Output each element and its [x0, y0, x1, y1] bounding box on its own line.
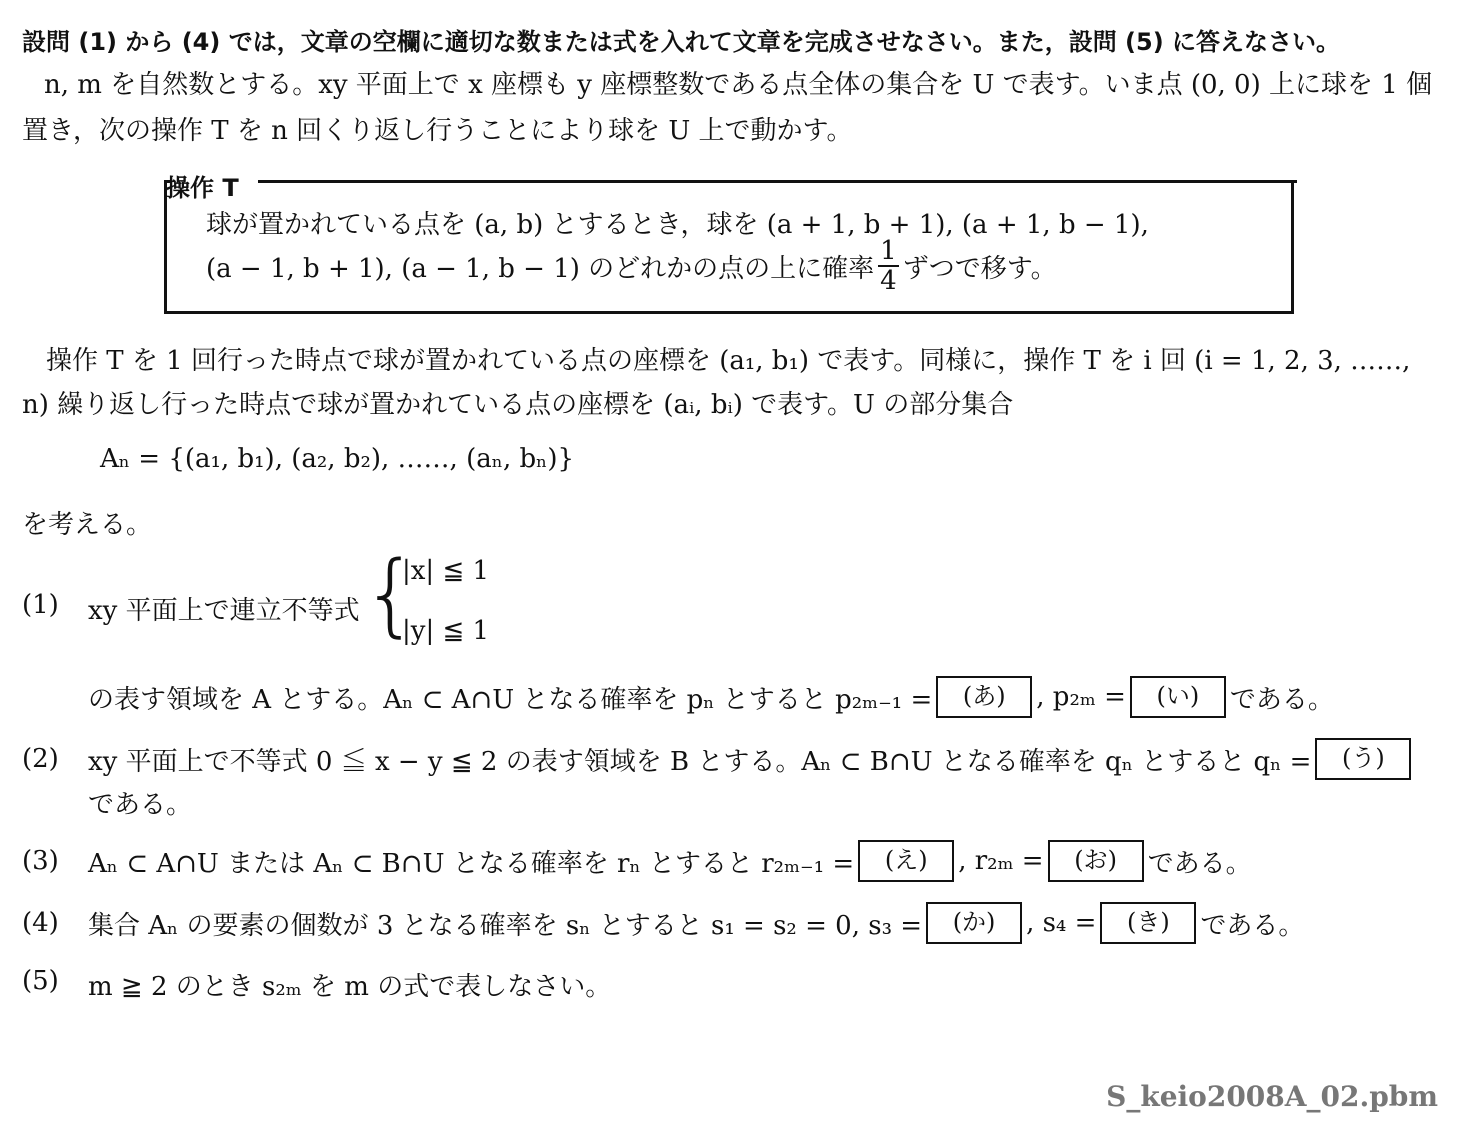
answer-box-ki: (き)	[1100, 902, 1196, 944]
fraction-denominator: 4	[880, 266, 897, 296]
instructions: 設問 (1) から (4) では，文章の空欄に適切な数または式を入れて文章を完成させなさい。また，設問 (5) に答えなさい。	[22, 28, 1341, 56]
q3-text-b: , r₂ₘ =	[958, 846, 1044, 876]
q2-text-b: である。	[88, 790, 193, 820]
q3-line	[88, 840, 1252, 882]
q3-text-c: である。	[1147, 848, 1252, 879]
answer-box-e: (え)	[858, 840, 954, 882]
q2-text-a: xy 平面上で不等式 0 ≦ x − y ≦ 2 の表す領域を B とする。Aₙ ⊂ B∩U となる確率を qₙ とすると qₙ =	[88, 746, 1312, 777]
q4-text-c: である。	[1200, 910, 1305, 941]
system-brace: {	[362, 542, 420, 647]
q3-number: (3)	[22, 846, 59, 876]
q3-text-a: Aₙ ⊂ A∩U または Aₙ ⊂ B∩U となる確率を rₙ とすると r₂ₘ₋₁ =	[88, 848, 855, 879]
intro-line-1: n, m を自然数とする。xy 平面上で x 座標も y 座標整数である点全体の集合を U で表す。いま点 (0, 0) 上に球を 1 個	[44, 70, 1433, 100]
q4-number: (4)	[22, 908, 59, 938]
probability-fraction	[878, 237, 899, 295]
answer-box-o: (お)	[1048, 840, 1144, 882]
q1-lead: xy 平面上で連立不等式	[88, 596, 360, 626]
fraction-numerator: 1	[880, 236, 897, 266]
file-label: S_keio2008A_02.pbm	[1106, 1080, 1438, 1113]
q1-inequality-2: |y| ≦ 1	[402, 616, 490, 646]
q4-text-a: 集合 Aₙ の要素の個数が 3 となる確率を sₙ とすると s₁ = s₂ = 0, s₃ =	[88, 910, 923, 941]
q1-text-a: の表す領域を A とする。Aₙ ⊂ A∩U となる確率を pₙ とすると p₂ₘ₋₁ =	[88, 684, 933, 715]
operation-line-2-after: ずつで移す。	[902, 253, 1057, 284]
answer-box-i: (い)	[1130, 676, 1226, 718]
set-definition: Aₙ = {(a₁, b₁), (a₂, b₂), ……, (aₙ, bₙ)}	[100, 444, 575, 474]
answer-box-u: (う)	[1315, 738, 1411, 780]
operation-line-1: 球が置かれている点を (a, b) とするとき，球を (a + 1, b + 1), (a + 1, b − 1),	[206, 210, 1149, 240]
q5-number: (5)	[22, 966, 59, 996]
operation-title: 操作 T	[166, 174, 239, 202]
consider-text: を考える。	[22, 510, 153, 540]
q4-text-b: , s₄ =	[1026, 908, 1097, 938]
operation-line-2-before: (a − 1, b + 1), (a − 1, b − 1) のどれかの点の上に確率	[206, 253, 875, 284]
answer-box-a: (あ)	[936, 676, 1032, 718]
q2-number: (2)	[22, 744, 59, 774]
operation-line-2	[206, 238, 1057, 294]
q1-inequality-1: |x| ≦ 1	[402, 556, 490, 586]
intro-line-2: 置き，次の操作 T を n 回くり返し行うことにより球を U 上で動かす。	[22, 116, 853, 146]
answer-box-ka: (か)	[926, 902, 1022, 944]
q1-number: (1)	[22, 590, 59, 620]
q1-text-b: , p₂ₘ =	[1036, 682, 1126, 712]
q1-text-c: である。	[1229, 684, 1334, 715]
q5-text: m ≧ 2 のとき s₂ₘ を m の式で表しなさい。	[88, 972, 612, 1002]
q2-line	[88, 738, 1415, 780]
para2-line-2: n) 繰り返し行った時点で球が置かれている点の座標を (aᵢ, bᵢ) で表す。U の部分集合	[22, 390, 1014, 420]
q4-line	[88, 902, 1304, 944]
para2-line-1: 操作 T を 1 回行った時点で球が置かれている点の座標を (a₁, b₁) で表す。同様に，操作 T を i 回 (i = 1, 2, 3, ……,	[46, 346, 1411, 376]
q1-line	[88, 676, 1334, 718]
